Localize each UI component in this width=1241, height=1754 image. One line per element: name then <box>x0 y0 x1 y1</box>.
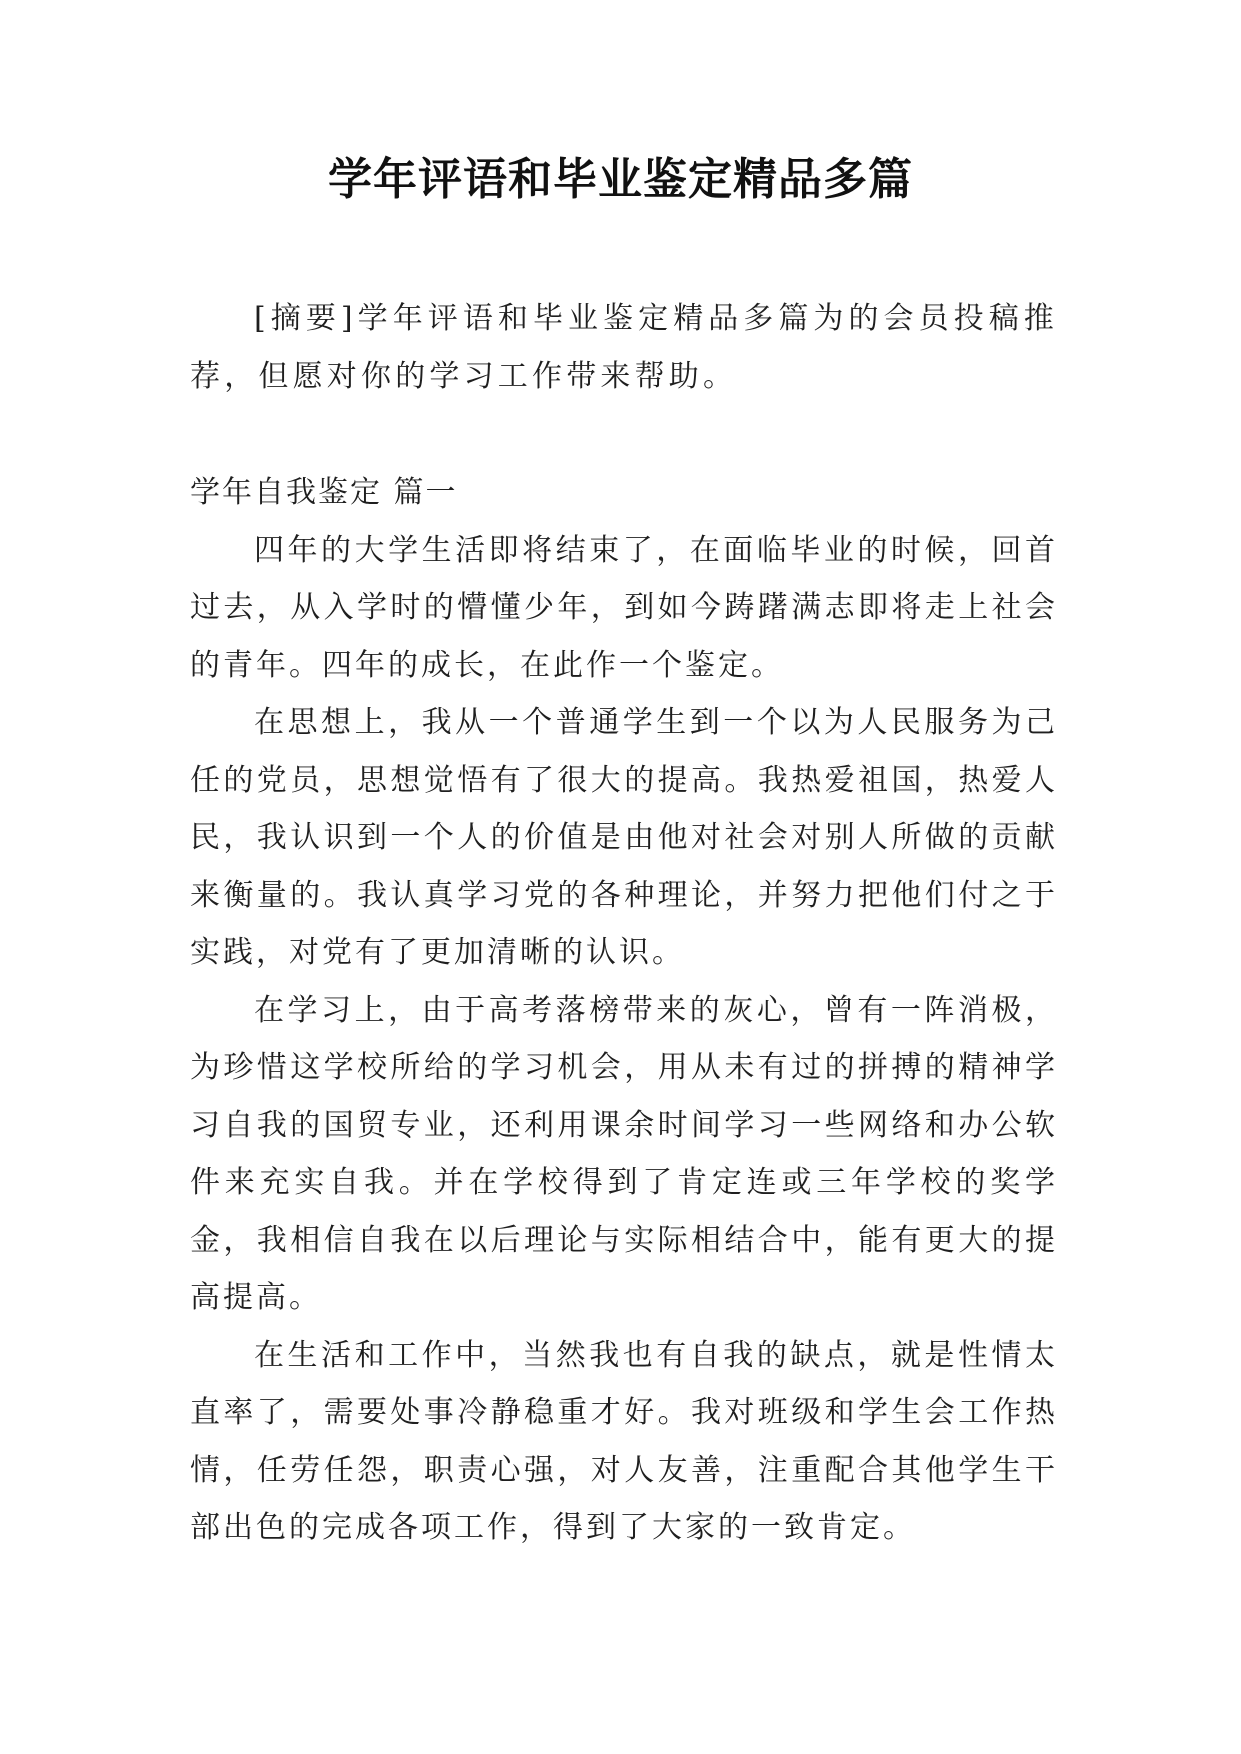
section-one <box>190 464 1058 1557</box>
body-paragraph-2: 在思想上，我从一个普通学生到一个以为人民服务为己任的党员，思想觉悟有了很大的提高。我热爱祖国，热爱人民，我认识到一个人的价值是由他对社会对别人所做的贡献来衡量的。我认真学习党的各种理论，并努力把他们付之于实践，对党有了更加清晰的认识。 <box>190 705 1058 970</box>
document-title: 学年评语和毕业鉴定精品多篇 <box>328 154 913 205</box>
body-paragraph-4: 在生活和工作中，当然我也有自我的缺点，就是性情太直率了，需要处事冷静稳重才好。我对班级和学生会工作热情，任劳任怨，职责心强，对人友善，注重配合其他学生干部出色的完成各项工作，得到了大家的一致肯定。 <box>190 1337 1058 1545</box>
abstract-block <box>190 290 1058 405</box>
body-paragraph-3: 在学习上，由于高考落榜带来的灰心，曾有一阵消极，为珍惜这学校所给的学习机会，用从未有过的拼搏的精神学习自我的国贸专业，还利用课余时间学习一些网络和办公软件来充实自我。并在学校得到了肯定连或三年学校的奖学金，我相信自我在以后理论与实际相结合中，能有更大的提高提高。 <box>190 992 1058 1315</box>
body-paragraph-1: 四年的大学生活即将结束了，在面临毕业的时候，回首过去，从入学时的懵懂少年，到如今踌躇满志即将走上社会的青年。四年的成长，在此作一个鉴定。 <box>190 532 1058 683</box>
abstract-paragraph: [摘要]学年评语和毕业鉴定精品多篇为的会员投稿推荐，但愿对你的学习工作带来帮助。 <box>190 301 1058 394</box>
section-heading: 学年自我鉴定 篇一 <box>190 475 458 510</box>
